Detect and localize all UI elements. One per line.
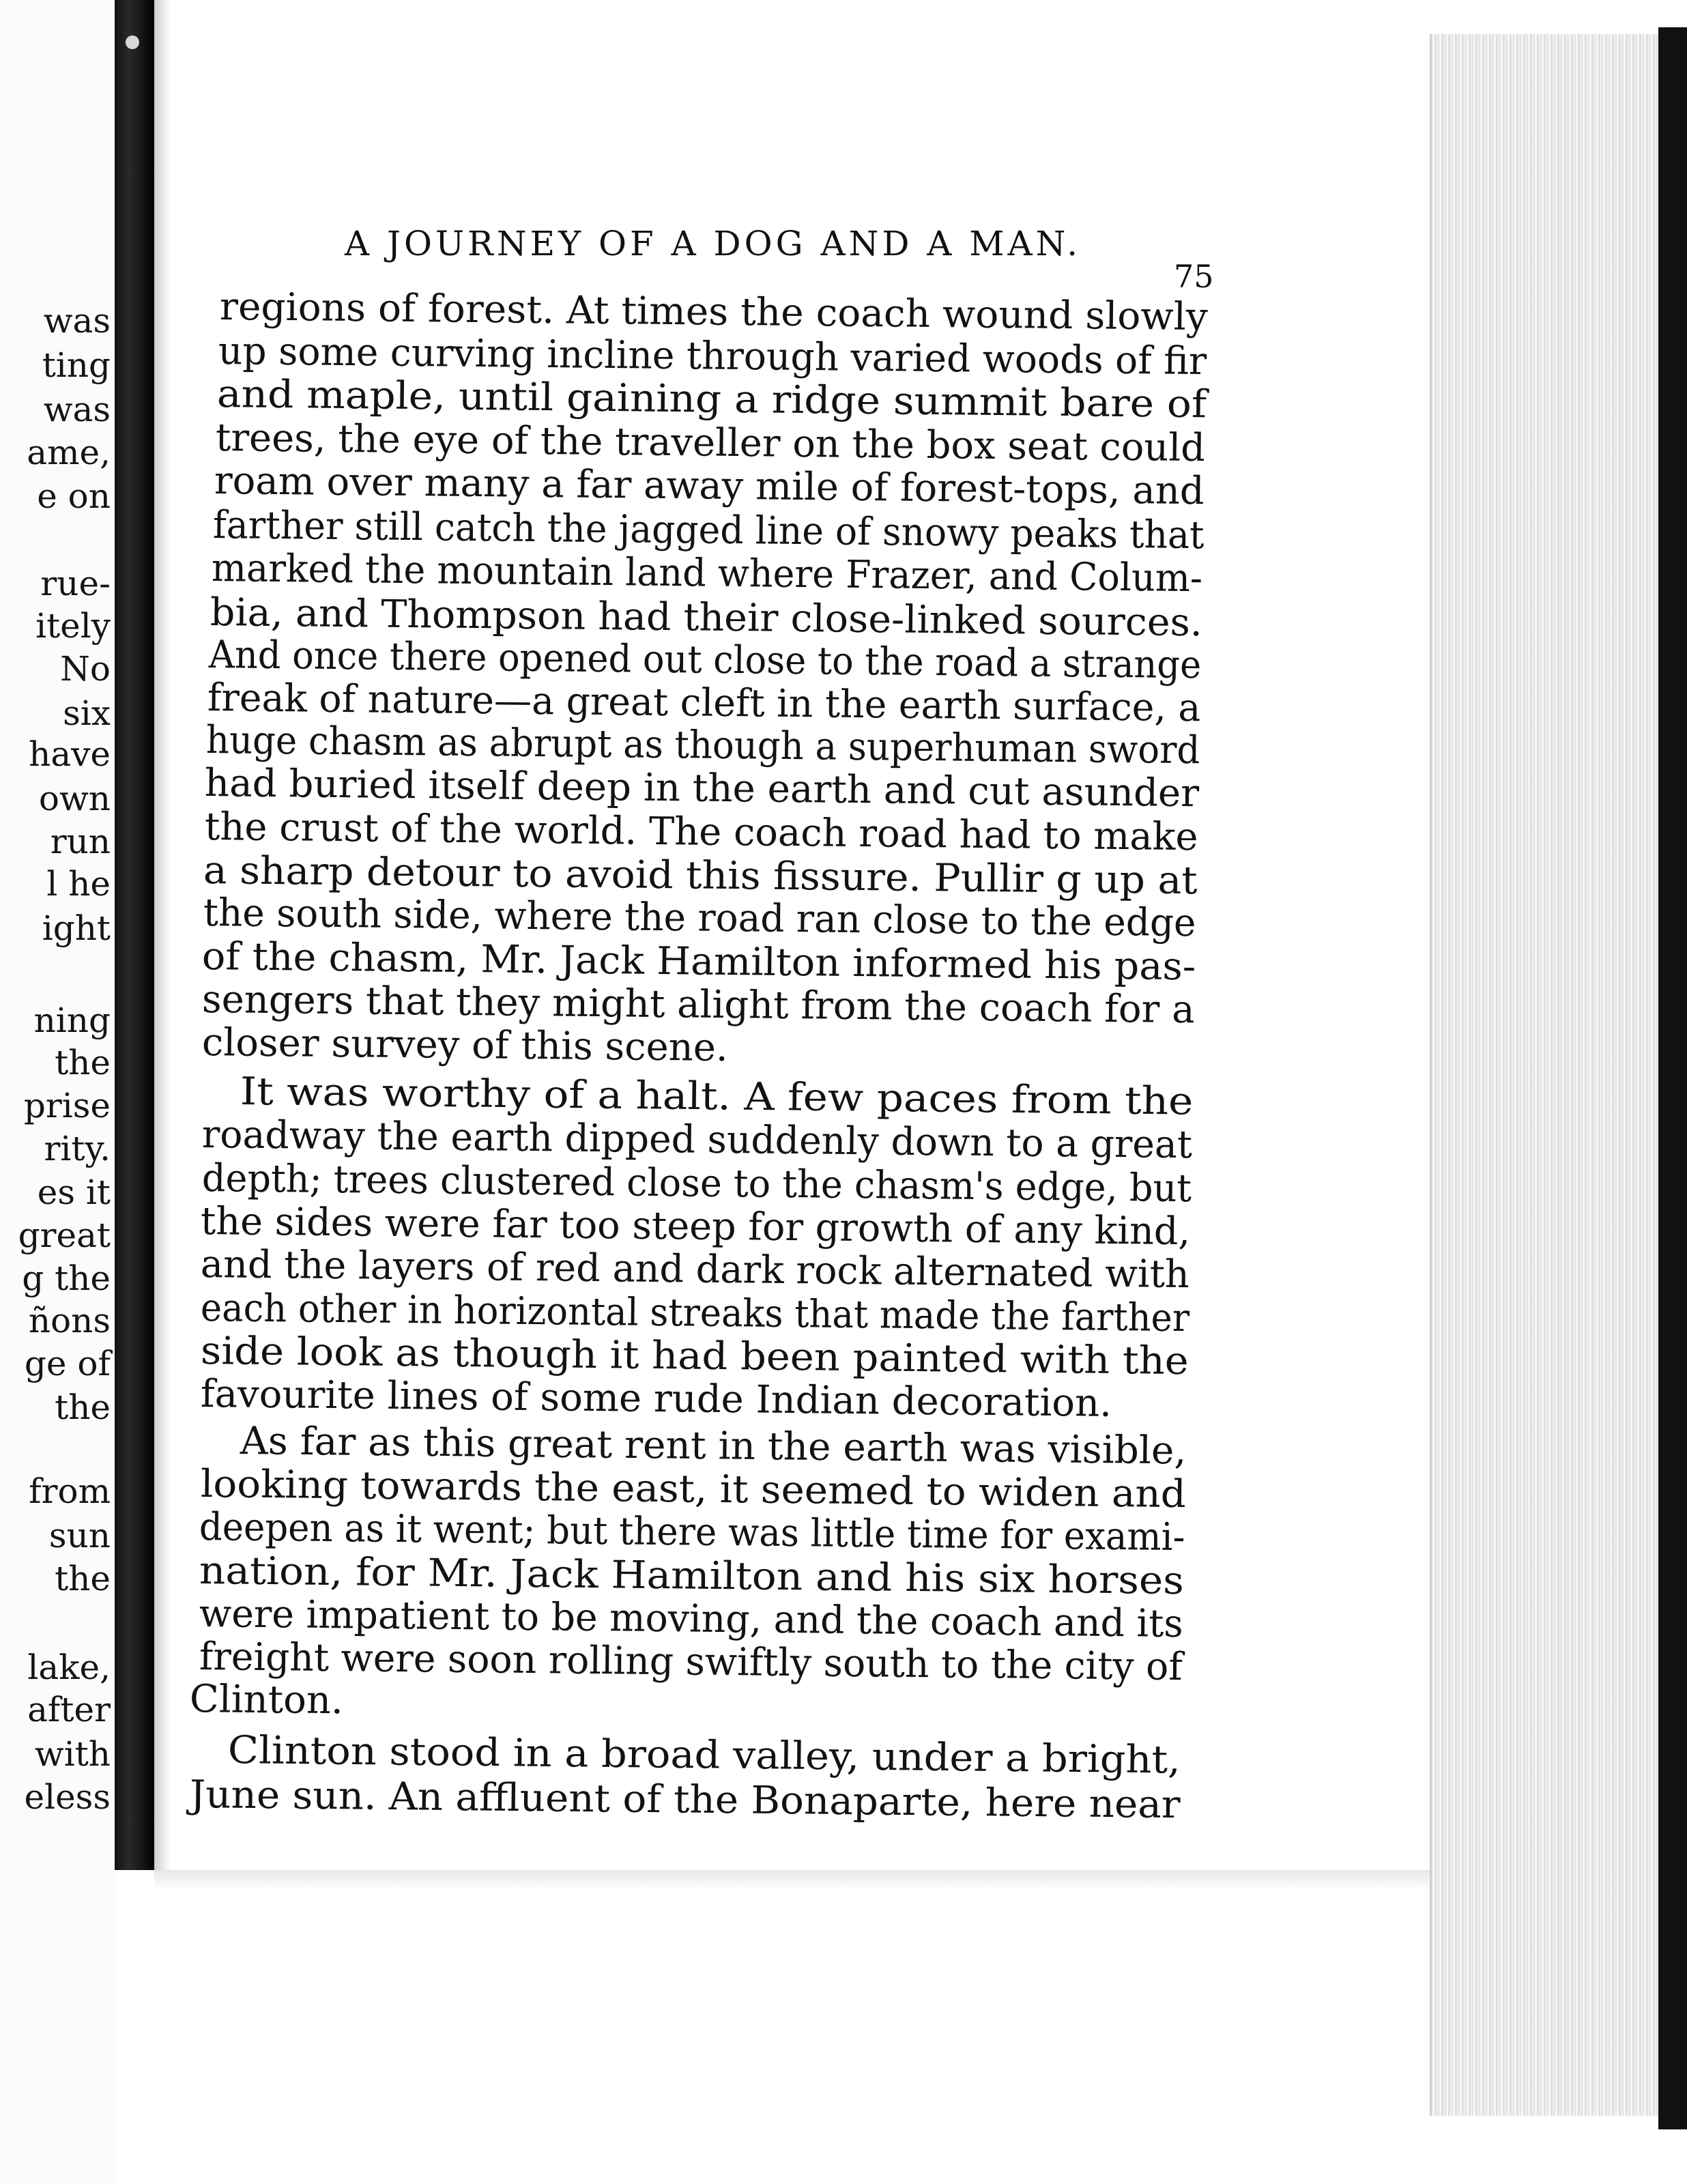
page-shadow xyxy=(154,0,171,1870)
page-number: 75 xyxy=(1174,258,1214,295)
text-line: had buried itself deep in the earth and cut asunder xyxy=(204,761,1200,816)
text-line: depth; trees clustered close to the chasm's edge, but xyxy=(201,1156,1192,1211)
text-line: closer survey of this scene. xyxy=(201,1020,729,1071)
left-page-fragment: prise xyxy=(23,1086,111,1125)
text-line: up some curving incline through varied woods of fir xyxy=(218,329,1207,384)
text-line: and the layers of red and dark rock alternated with xyxy=(200,1242,1190,1297)
text-line: June sun. An affluent of the Bonaparte, here near xyxy=(189,1772,1181,1828)
text-line: the south side, where the road ran close to the edge xyxy=(203,891,1196,946)
text-line: deepen as it went; but there was little time for exami- xyxy=(199,1505,1185,1560)
text-line: side look as though it had been painted with the xyxy=(200,1329,1189,1384)
left-page-fragment: six xyxy=(63,693,111,733)
text-line: freight were soon rolling swiftly south to the city of xyxy=(199,1635,1183,1690)
page-bottom-edge xyxy=(154,1870,1430,1891)
left-page-fragment: ight xyxy=(42,908,111,948)
text-line: Clinton stood in a broad valley, under a bright, xyxy=(227,1728,1181,1783)
text-line: And once there opened out close to the road a strange xyxy=(208,633,1202,688)
text-line: looking towards the east, it seemed to widen and xyxy=(200,1462,1187,1517)
text-line: marked the mountain land where Frazer, and Colum- xyxy=(211,546,1203,601)
text-line: roadway the earth dipped suddenly down to a great xyxy=(201,1112,1193,1168)
gutter-spot xyxy=(126,35,139,49)
text-line: huge chasm as abrupt as though a superhuman sword xyxy=(205,718,1200,773)
left-page-fragment: from xyxy=(29,1471,111,1511)
left-page-fragment: l he xyxy=(46,864,111,904)
text-line: and maple, until gaining a ridge summit bare of xyxy=(216,372,1207,427)
left-page-fragment: eless xyxy=(24,1777,111,1817)
left-page-fragment: own xyxy=(38,779,111,818)
text-line: were impatient to be moving, and the coach and its xyxy=(199,1592,1184,1647)
left-page-fragment: rity. xyxy=(44,1129,111,1168)
left-page-fragment: rue- xyxy=(40,564,111,603)
running-head: A JOURNEY OF A DOG AND A MAN. xyxy=(345,224,1082,263)
text-line: the sides were far too steep for growth of any kind, xyxy=(200,1199,1191,1254)
left-page-fragment: lake, xyxy=(27,1648,111,1687)
text-line: sengers that they might alight from the coach for a xyxy=(201,977,1195,1033)
left-page-fragment: g the xyxy=(22,1259,111,1298)
left-page-fragment: the xyxy=(55,1388,111,1427)
text-line: nation, for Mr. Jack Hamilton and his six horses xyxy=(199,1549,1185,1604)
text-line: roam over many a far away mile of forest-tops, and xyxy=(214,459,1205,514)
left-page xyxy=(0,0,115,2184)
page-edges xyxy=(1430,34,1660,2116)
left-page-fragment: have xyxy=(29,734,111,774)
text-line: a sharp detour to avoid this fissure. Pullir g up at xyxy=(203,848,1198,904)
left-page-fragment: run xyxy=(50,822,111,861)
book-gutter xyxy=(115,0,154,1870)
left-page-fragment: itely xyxy=(35,606,111,646)
left-page-fragment: was xyxy=(43,390,111,429)
text-line: As far as this great rent in the earth was visible, xyxy=(240,1419,1187,1474)
left-page-fragment: ning xyxy=(33,1001,111,1040)
text-line: regions of forest. At times the coach wound slowly xyxy=(219,285,1209,340)
left-page-fragment: was xyxy=(43,301,111,341)
text-line: of the chasm, Mr. Jack Hamilton informed his pas- xyxy=(201,934,1196,990)
left-page-fragment: e on xyxy=(37,476,111,516)
text-line: farther still catch the jagged line of snowy peaks that xyxy=(212,503,1205,558)
left-page-fragment: great xyxy=(18,1216,111,1255)
left-page-fragment: ame, xyxy=(27,433,111,472)
scan-border xyxy=(1658,27,1687,2129)
left-page-fragment: with xyxy=(34,1734,111,1774)
left-page-fragment: ñons xyxy=(28,1301,111,1340)
text-line: each other in horizontal streaks that made the farther xyxy=(200,1286,1190,1341)
text-line: freak of nature—a great cleft in the earth surface, a xyxy=(207,676,1201,731)
left-page-fragment: the xyxy=(55,1559,111,1598)
left-page-fragment: es it xyxy=(37,1173,111,1212)
left-page-fragment: after xyxy=(27,1690,111,1729)
left-page-fragment: ge of xyxy=(24,1344,111,1383)
text-line: favourite lines of some rude Indian decoration. xyxy=(200,1372,1112,1426)
text-line: It was worthy of a halt. A few paces from the xyxy=(240,1069,1194,1124)
text-line: the crust of the world. The coach road had to make xyxy=(204,805,1198,860)
text-line: Clinton. xyxy=(189,1677,344,1723)
left-page-fragment: ting xyxy=(42,345,111,385)
left-page-fragment: No xyxy=(60,649,111,689)
text-line: trees, the eye of the traveller on the box seat could xyxy=(215,416,1206,471)
text-line: bia, and Thompson had their close-linked sources. xyxy=(210,590,1203,646)
left-page-fragment: the xyxy=(55,1043,111,1082)
left-page-fragment: sun xyxy=(48,1516,111,1555)
